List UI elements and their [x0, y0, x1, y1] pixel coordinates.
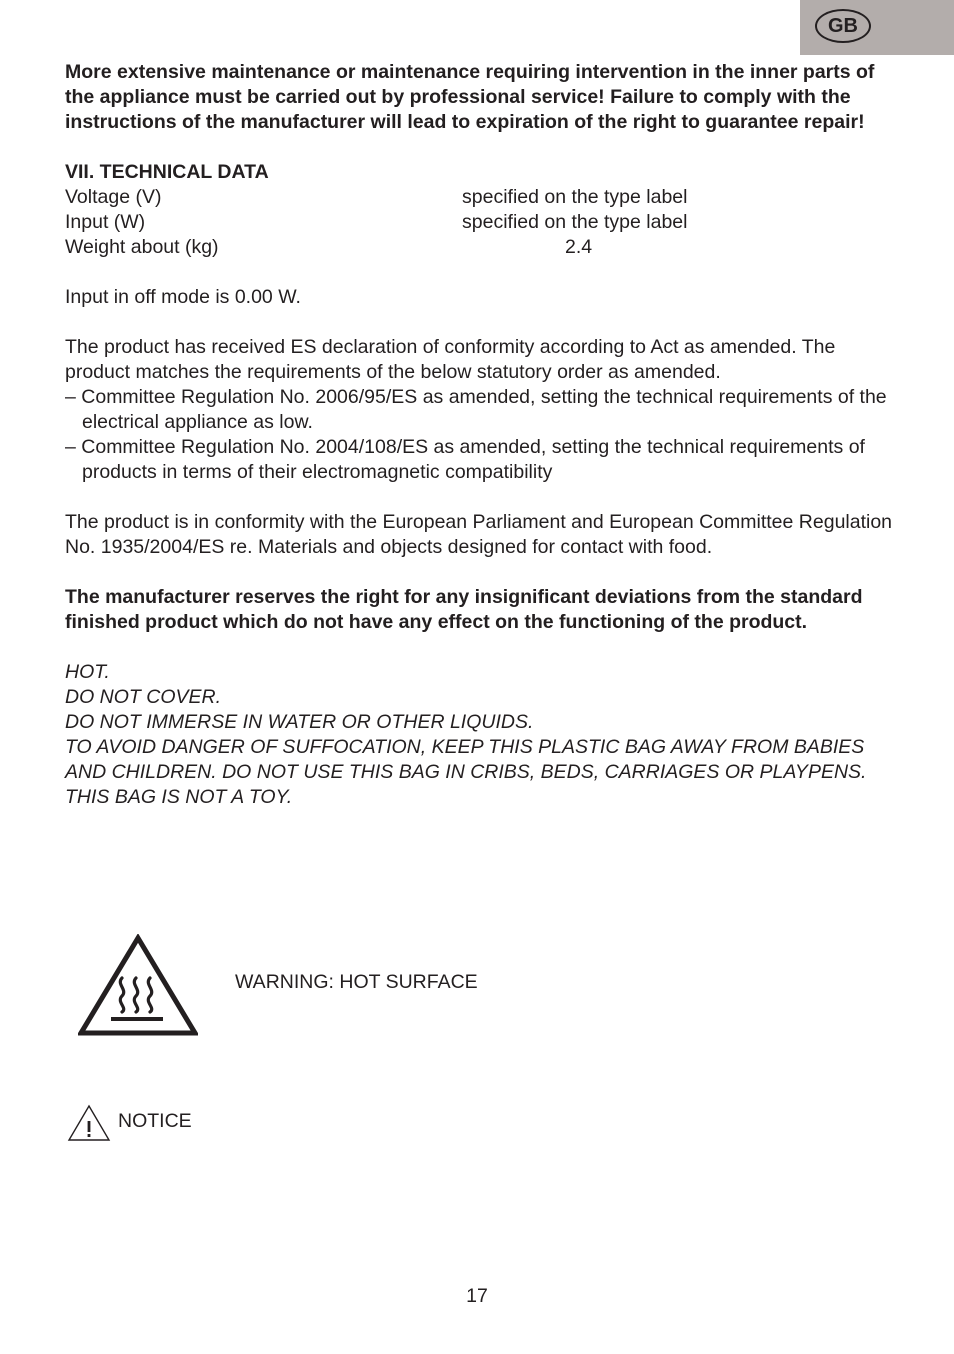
- caution-line: THIS BAG IS NOT A TOY.: [65, 786, 293, 808]
- language-tab: [800, 0, 954, 55]
- spec-row-input: [65, 210, 895, 235]
- spec-label: Weight about (kg): [65, 236, 219, 258]
- spec-value: specified on the type label: [462, 186, 688, 208]
- page-content: [65, 60, 895, 810]
- caution-line: TO AVOID DANGER OF SUFFOCATION, KEEP THIS PLASTIC BAG AWAY FROM BABIES AND CHILDREN. DO NOT USE THIS BAG IN CRIBS, BEDS, CARRIAGES OR PLAYPENS.: [65, 736, 867, 783]
- off-mode-input: Input in off mode is 0.00 W.: [65, 286, 301, 308]
- spec-value: specified on the type label: [462, 211, 688, 233]
- spec-row-weight: [65, 235, 895, 260]
- hot-surface-label: WARNING: HOT SURFACE: [235, 971, 478, 993]
- spec-row-voltage: [65, 185, 895, 210]
- spec-label: Voltage (V): [65, 186, 162, 208]
- technical-data-heading: VII. TECHNICAL DATA: [65, 161, 269, 183]
- maintenance-warning: More extensive maintenance or maintenance requiring intervention in the inner parts of the appliance must be carried out by professional service! Failure to comply with the instructions of the manufacturer will lead to expiration of the right to guarantee repair!: [65, 61, 875, 133]
- exclamation-triangle-icon: [67, 1104, 111, 1142]
- food-contact-statement: The product is in conformity with the European Parliament and European Committee Regulation No. 1935/2004/ES re. Materials and objects designed for contact with food.: [65, 511, 893, 558]
- language-badge: GB: [815, 9, 871, 43]
- caution-line: HOT.: [65, 661, 110, 683]
- hot-surface-warning-icon: [78, 934, 198, 1036]
- spec-value: 2.4: [565, 236, 593, 258]
- notice-label: NOTICE: [118, 1110, 192, 1132]
- conformity-item: – Committee Regulation No. 2006/95/ES as amended, setting the technical requirements of the electrical appliance as low.: [65, 386, 887, 433]
- caution-line: DO NOT COVER.: [65, 686, 222, 708]
- conformity-item: – Committee Regulation No. 2004/108/ES as amended, setting the technical requirements of products in terms of their electromagnetic compatibility: [65, 436, 865, 483]
- conformity-intro: The product has received ES declaration of conformity according to Act as amended. The product matches the requirements of the below statutory order as amended.: [65, 336, 836, 383]
- page-number: 17: [466, 1285, 488, 1307]
- spec-label: Input (W): [65, 211, 146, 233]
- caution-line: DO NOT IMMERSE IN WATER OR OTHER LIQUIDS.: [65, 711, 534, 733]
- manufacturer-note: The manufacturer reserves the right for any insignificant deviations from the standard finished product which do not have any effect on the functioning of the product.: [65, 586, 863, 633]
